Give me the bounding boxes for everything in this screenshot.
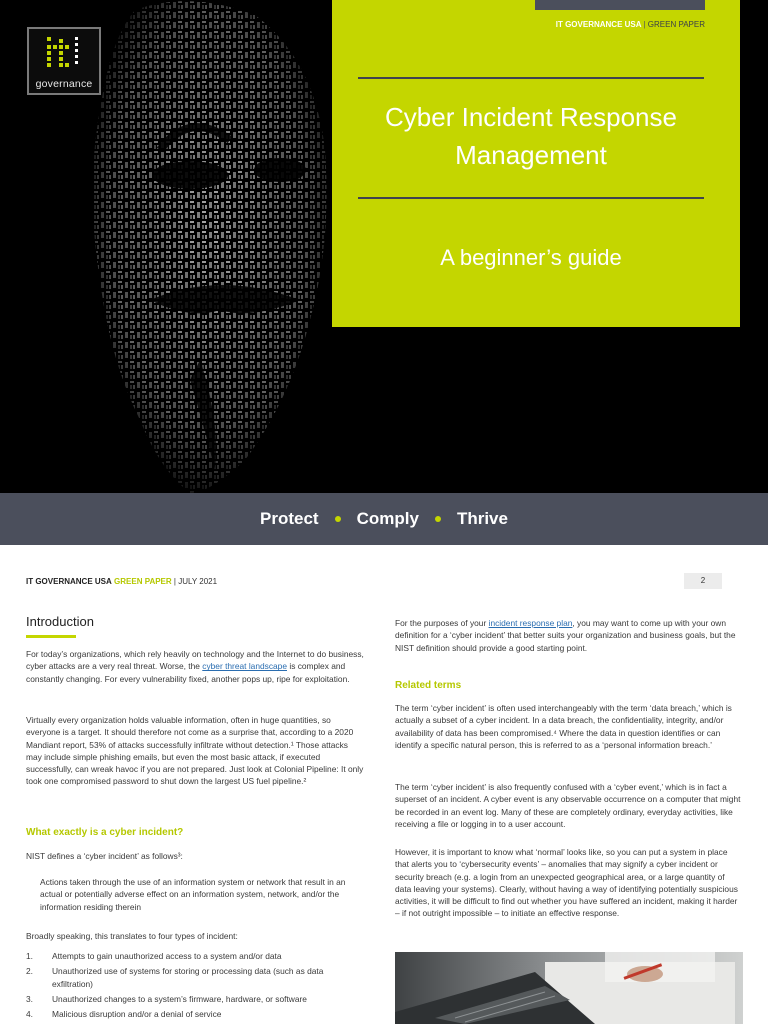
related-terms-paragraph-1: The term ‘cyber incident’ is often used interchangeably with the term ‘data breach,’ which is actually a subset of a cyber incident. In a data breach, the confidentiality, integrity, and/or availability of data has been compromised.⁴ Where the data in question identifies or can identify a specific natural person, this is referred to as a ‘personal information breach.’ — [395, 703, 732, 750]
nist-intro: NIST defines a ‘cyber incident’ as follows³: — [26, 851, 183, 861]
laptop-photo — [395, 952, 743, 1024]
cover-header-type: GREEN PAPER — [647, 20, 705, 29]
heading-underline — [26, 635, 76, 638]
list-item-text: Attempts to gain unauthorized access to a system and/or data — [52, 951, 282, 961]
list-item-text: Malicious disruption and/or a denial of service — [52, 1009, 222, 1020]
related-terms-paragraph-2: The term ‘cyber incident’ is also frequently confused with a ‘cyber event,’ which is in fact a superset of an incident. A cyber event is any observable occurrence on a computer that might be recorded in an event log. Many of these are completely ordinary, everyday activities, like receiving a file or logging in to a user account. — [395, 782, 741, 829]
document-title-line2: Management — [455, 140, 607, 170]
list-number: 4. — [26, 1009, 33, 1020]
tagline-bullet-icon — [435, 516, 441, 522]
list-item — [26, 993, 366, 1005]
cover-page — [0, 0, 768, 493]
what-is-incident-heading: What exactly is a cyber incident? — [26, 827, 184, 838]
intro-p1-text-b: is complex and constantly changing. For every vulnerability fixed, another pops up, ripe for exploitation. — [26, 661, 350, 684]
cover-header-brand: IT GOVERNANCE USA — [555, 20, 642, 29]
list-number: 1. — [26, 951, 33, 961]
introduction-heading: Introduction — [26, 614, 94, 629]
document-title-line1: Cyber Incident Response — [385, 102, 677, 132]
page-header — [26, 577, 217, 586]
incident-types-list — [26, 950, 366, 1023]
tagline-comply: Comply — [356, 509, 419, 528]
cover-header — [505, 20, 705, 29]
incident-response-plan-link[interactable]: incident response plan — [488, 618, 573, 628]
it-governance-logo — [27, 27, 101, 95]
title-rule-top — [358, 77, 704, 79]
related-terms-heading: Related terms — [395, 680, 462, 691]
list-item — [26, 950, 366, 962]
page-header-brand: IT GOVERNANCE USA — [26, 577, 112, 586]
it-logo-icon — [43, 35, 87, 75]
intro-paragraph-2: Virtually every organization holds valuable information, often in huge quantities, so everyone is a target. It should therefore not come as a surprise that, according to a 2020 Mandiant report, 53% of attacks successfully infiltrate without detection.¹ Those attacks may include simple phishing emails, but even the most basic attack, if executed successfully, can wreak havoc if you are not prepared. Just look at Colonial Pipeline: It only took one compromised password to shut down the largest US fuel pipeline.² — [26, 715, 364, 787]
page-number: 2 — [684, 573, 722, 589]
tagline-bullet-icon — [335, 516, 341, 522]
title-rule-bottom — [358, 197, 704, 199]
document-title — [342, 98, 720, 174]
definition-paragraph — [395, 617, 743, 654]
broadly-speaking: Broadly speaking, this translates to four types of incident: — [26, 931, 238, 941]
intro-paragraph-1 — [26, 648, 366, 685]
title-panel-tab — [535, 0, 705, 10]
logo-wordmark: governance — [35, 78, 93, 90]
list-number: 3. — [26, 993, 33, 1004]
related-terms-paragraph-3: However, it is important to know what ‘normal’ looks like, so you can put a system in place that alerts you to ‘cybersecurity events’ – anomalies that may signify a cyber incident or security breach (e.g. a login from an unexpected geographical area, or a large quantity of data leaving your systems). Clearly, without having a way of identifying potentially suspicious activities, it will be difficult to find out whether you have suffered an incident, making it harder – if not outright impossible – to initiate an effective response. — [395, 847, 738, 919]
cover-header-separator: | — [643, 20, 646, 29]
list-number: 2. — [26, 966, 33, 977]
intro-p1-text-a: For today’s organizations, which rely heavily on technology and the Internet to do business, cyber attacks are a very real threat. Worse, the — [26, 649, 364, 672]
nist-definition-quote: Actions taken through the use of an information system or network that result in an actual or potentially adverse effect on an information system, network, and/or the information residing therein — [40, 877, 346, 912]
tagline-thrive: Thrive — [456, 509, 508, 528]
laptop-desk-image — [395, 952, 743, 1024]
list-item — [26, 965, 366, 990]
tagline-bar — [0, 493, 768, 545]
list-item — [26, 1008, 366, 1020]
list-item-text: Unauthorized changes to a system’s firmware, hardware, or software — [52, 993, 307, 1004]
cyber-threat-landscape-link[interactable]: cyber threat landscape — [202, 661, 287, 672]
page-header-date: | JULY 2021 — [173, 577, 218, 586]
document-subtitle: A beginner’s guide — [440, 245, 622, 270]
tagline-protect: Protect — [260, 509, 319, 528]
list-item-text: Unauthorized use of systems for storing or processing data (such as data exfiltration) — [52, 966, 324, 989]
page-header-type: GREEN PAPER — [114, 577, 172, 586]
definition-text-b: , you may want to come up with your own definition for a ‘cyber incident’ that better suits your organization and business goals, but the NIST definition should provide a good starting point. — [395, 618, 736, 653]
definition-text-a: For the purposes of your — [395, 618, 489, 628]
